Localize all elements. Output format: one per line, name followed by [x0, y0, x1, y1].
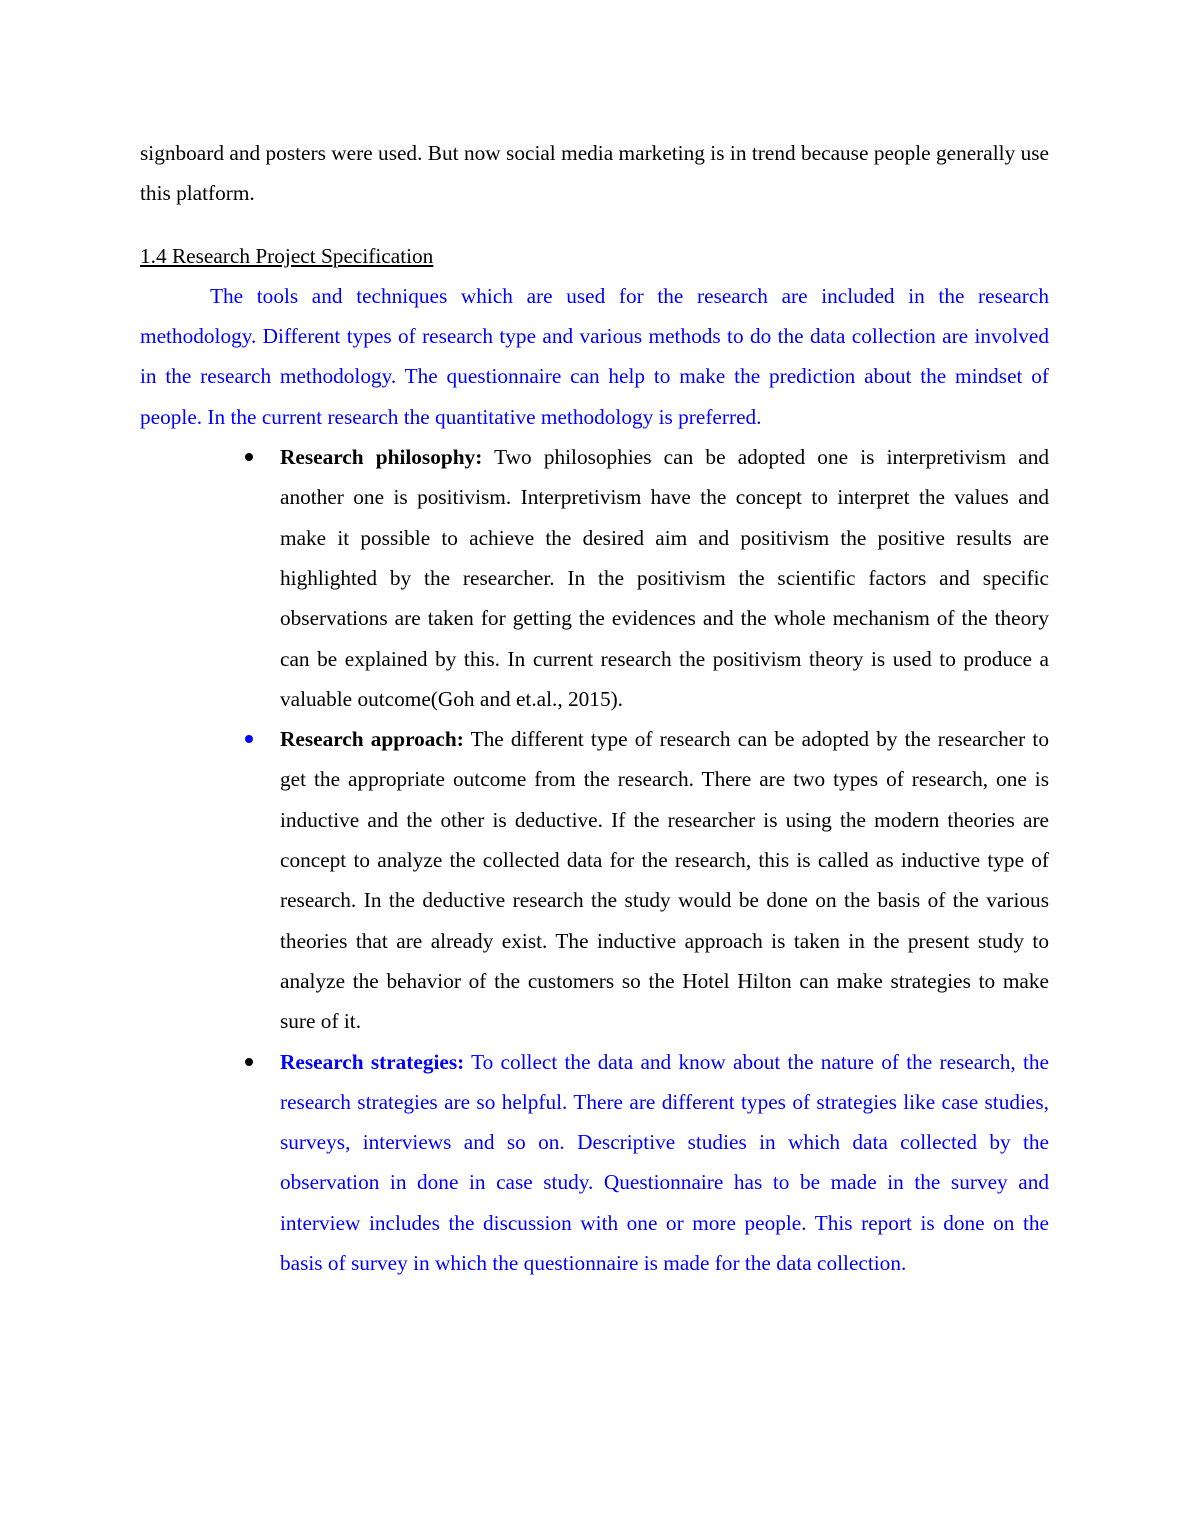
- bullet-dot-icon: [245, 735, 253, 743]
- bullet-dot-icon: [245, 1058, 253, 1066]
- bullet-item-research-approach: [280, 719, 1049, 1041]
- intro-paragraph: signboard and posters were used. But now social media marketing is in trend because people generally use this platform.: [140, 141, 1049, 206]
- bullet-term: Research philosophy:: [280, 445, 483, 470]
- bullet-term: Research approach:: [280, 727, 464, 752]
- bullet-text: The different type of research can be adopted by the researcher to get the appropriate outcome from the research. There are two types of research, one is inductive and the other is deductive. If the researcher is using the modern theories are concept to analyze the collected data for the research, this is called as inductive type of research. In the deductive research the study would be done on the basis of the various theories that are already exist. The inductive approach is taken in the present study to analyze the behavior of the customers so the Hotel Hilton can make strategies to make sure of it.: [280, 727, 1049, 1034]
- section-paragraph: The tools and techniques which are used for the research are included in the research methodology. Different types of research type and various methods to do the data collection are involved in the research methodology. The questionnaire can help to make the prediction about the mindset of people. In the current research the quantitative methodology is preferred.: [140, 283, 1049, 429]
- bullet-item-research-strategies: [280, 1042, 1049, 1284]
- section-heading: 1.4 Research Project Specification: [140, 243, 434, 268]
- document-page: [140, 133, 1049, 1283]
- methodology-bullet-list: [140, 437, 1049, 1283]
- bullet-item-research-philosophy: [280, 437, 1049, 719]
- bullet-term: Research strategies:: [280, 1049, 465, 1074]
- bullet-text: Two philosophies can be adopted one is interpretivism and another one is positivism. Interpretivism have the concept to interpret the values and make it possible to achieve the desired aim and positivism the positive results are highlighted by the researcher. In the positivism the scientific factors and specific observations are taken for getting the evidences and the whole mechanism of the theory can be explained by this. In current research the positivism theory is used to produce a valuable outcome(Goh and et.al., 2015).: [280, 445, 1050, 711]
- bullet-dot-icon: [245, 453, 253, 461]
- bullet-text: To collect the data and know about the nature of the research, the research strategies are so helpful. There are different types of strategies like case studies, surveys, interviews and so on. Descriptive studies in which data collected by the observation in done in case study. Questionnaire has to be made in the survey and interview includes the discussion with one or more people. This report is done on the basis of survey in which the questionnaire is made for the data collection.: [280, 1049, 1049, 1276]
